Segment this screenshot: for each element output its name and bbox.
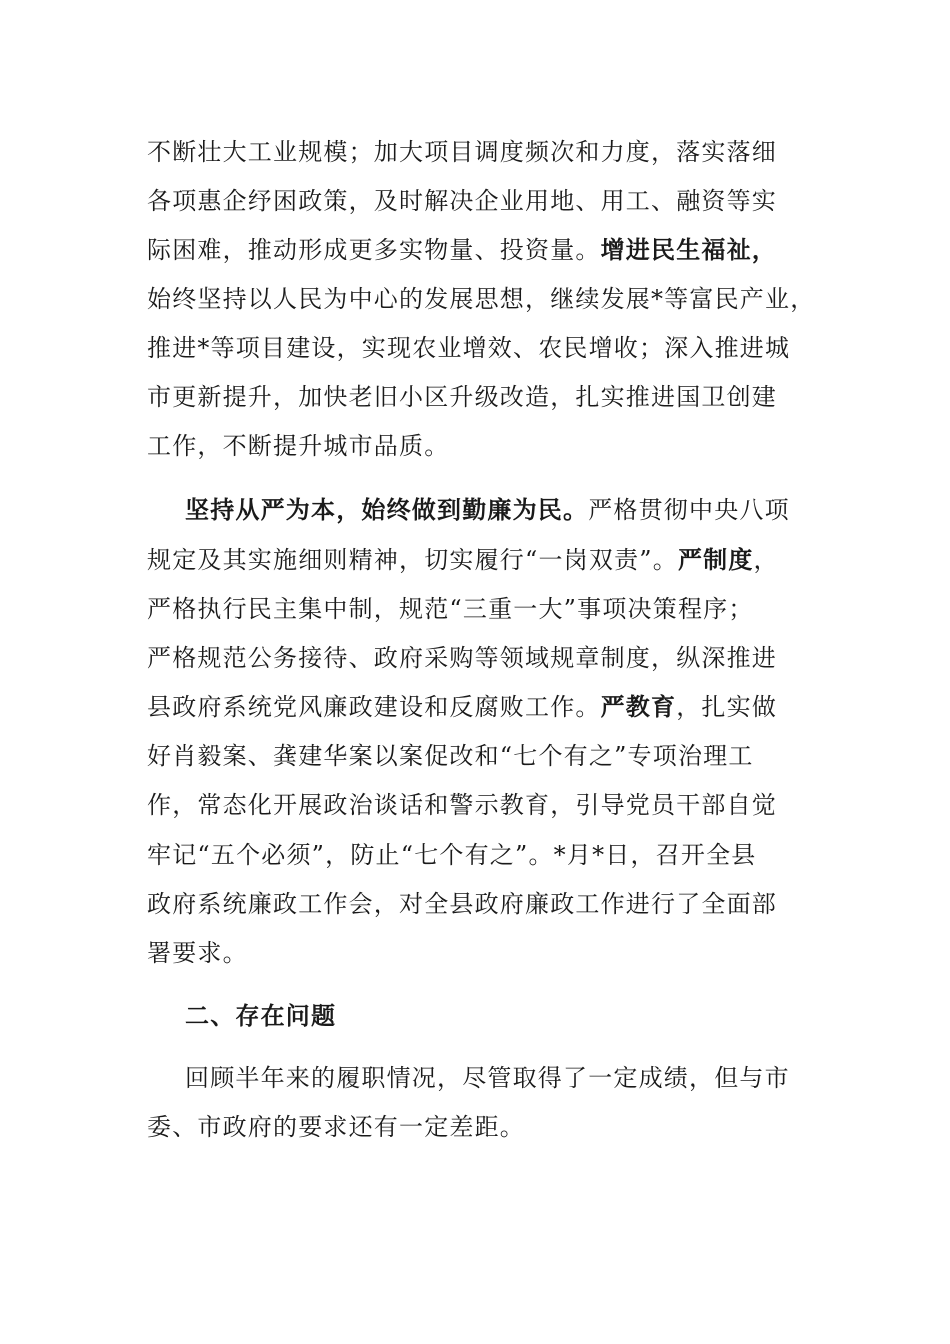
paragraph-2-text: 规定及其实施细则精神，切实履行“一岗双责”。 xyxy=(147,546,678,574)
bold-phrase-congyan: 坚持从严为本，始终做到勤廉为民。 xyxy=(185,495,589,524)
paragraph-1-line-7: 工作，不断提升城市品质。 xyxy=(147,432,450,460)
paragraph-2-line-8: 牢记“五个必须”，防止“七个有之”。*月*日，召开全县 xyxy=(147,841,757,869)
paragraph-2-line-1 xyxy=(185,495,790,525)
paragraph-2-text: ，扎实做 xyxy=(676,693,778,721)
paragraph-1-line-2: 各项惠企纾困政策，及时解决企业用地、用工、融资等实 xyxy=(147,187,777,215)
paragraph-1-line-4: 始终坚持以人民为中心的发展思想，继续发展*等富民产业， xyxy=(147,285,816,313)
paragraph-2-line-2 xyxy=(147,545,779,575)
paragraph-1-line-3 xyxy=(147,235,777,265)
section-heading: 二、存在问题 xyxy=(185,1001,337,1030)
paragraph-2-line-6: 好肖毅案、龚建华案以案促改和“七个有之”专项治理工 xyxy=(147,742,754,770)
bold-phrase-jiaoyu: 严教育 xyxy=(600,692,677,721)
paragraph-1-line-6: 市更新提升，加快老旧小区升级改造，扎实推进国卫创建 xyxy=(147,383,777,411)
paragraph-2-text: ， xyxy=(753,546,779,574)
paragraph-2-line-10: 署要求。 xyxy=(147,939,248,967)
bold-phrase-minsheng: 增进民生福祉， xyxy=(600,235,778,264)
paragraph-1-text: 际困难，推动形成更多实物量、投资量。 xyxy=(147,236,601,264)
paragraph-2-text: 严格贯彻中央八项 xyxy=(588,496,790,524)
bold-phrase-zhidu: 严制度 xyxy=(677,545,754,574)
paragraph-3-line-1: 回顾半年来的履职情况，尽管取得了一定成绩，但与市 xyxy=(185,1064,790,1092)
paragraph-2-line-9: 政府系统廉政工作会，对全县政府廉政工作进行了全面部 xyxy=(147,890,777,918)
paragraph-2-line-7: 作，常态化开展政治谈话和警示教育，引导党员干部自觉 xyxy=(147,791,777,819)
paragraph-2-line-4: 严格规范公务接待、政府采购等领域规章制度，纵深推进 xyxy=(147,644,777,672)
paragraph-2-line-5 xyxy=(147,692,777,722)
paragraph-2-text: 县政府系统党风廉政建设和反腐败工作。 xyxy=(147,693,601,721)
paragraph-1-line-5: 推进*等项目建设，实现农业增效、农民增收；深入推进城 xyxy=(147,334,791,362)
paragraph-3-line-2: 委、市政府的要求还有一定差距。 xyxy=(147,1113,525,1141)
paragraph-1-line-1: 不断壮大工业规模；加大项目调度频次和力度，落实落细 xyxy=(147,138,777,166)
paragraph-2-line-3: 严格执行民主集中制，规范“三重一大”事项决策程序； xyxy=(147,595,754,623)
